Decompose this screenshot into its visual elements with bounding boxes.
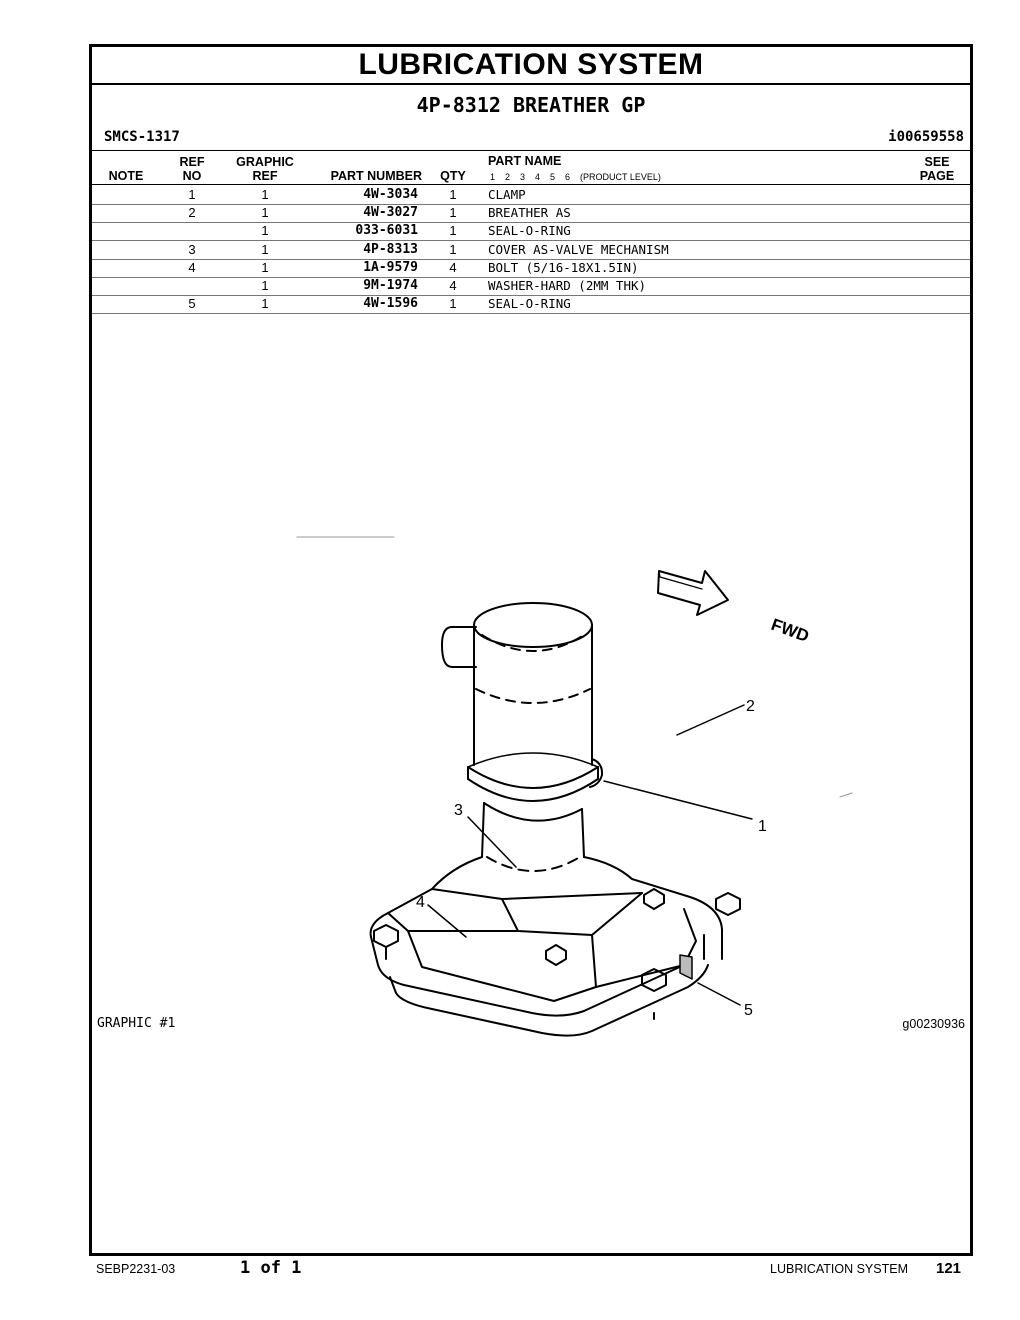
part-name: BREATHER AS [488,205,571,221]
part-name: SEAL-O-RING [488,296,571,312]
bolt-icon [644,889,664,909]
group-title: 4P-8312 BREATHER GP [416,93,646,117]
fwd-label: FWD [768,614,812,647]
table-row [92,259,970,278]
part-number: 4W-1596 [363,296,418,312]
table-header-divider [92,184,970,185]
col-see-top: SEE [924,155,950,169]
part-number: 9M-1974 [363,278,418,293]
table-row [92,186,970,205]
table-row [92,222,970,241]
graphic-ref: 1 [261,296,269,312]
qty: 1 [449,296,457,312]
col-note: NOTE [108,169,144,183]
callout-3: 3 [454,802,463,819]
page-frame [89,44,973,1256]
info-id: i00659558 [888,129,964,145]
part-name: COVER AS-VALVE MECHANISM [488,241,669,257]
callout-5: 5 [744,1002,753,1019]
ref-no: 5 [188,296,196,312]
col-ref-bottom: NO [182,169,202,183]
graphic-ref: 1 [261,205,269,221]
col-qty: QTY [440,169,466,183]
table-row [92,295,970,314]
ref-no: 4 [188,259,196,275]
bolt-icon [716,893,740,915]
part-name: CLAMP [488,187,526,202]
part-number: 4W-3027 [363,205,418,221]
col-product-level: 1 2 3 4 5 6 (PRODUCT LEVEL) [490,172,661,182]
qty: 4 [449,259,457,275]
title-bar [92,47,970,85]
part-number: 4W-3034 [363,187,418,202]
graphic-ref: 1 [261,187,269,202]
header-divider [92,150,970,151]
fwd-arrow-icon [658,571,728,615]
col-ref-top: REF [179,155,205,169]
footer-page-of: 1 of 1 [240,1258,302,1278]
graphic-ref: 1 [261,223,269,239]
qty: 1 [449,205,457,221]
part-number: 4P-8313 [363,241,418,257]
part-name: WASHER-HARD (2MM THK) [488,278,647,293]
col-see-bottom: PAGE [919,169,955,183]
bolt-icon [546,945,566,965]
graphic-id: g00230936 [902,1017,965,1031]
graphic-ref: 1 [261,259,269,275]
footer-page-number: 121 [936,1260,962,1277]
graphic-label: GRAPHIC #1 [97,1016,176,1031]
part-name: BOLT (5/16-18X1.5IN) [488,259,639,275]
breather-illustration [292,527,892,1047]
callout-2: 2 [746,698,755,715]
part-number: 1A-9579 [363,259,418,275]
page-title: LUBRICATION SYSTEM [358,48,704,81]
qty: 1 [449,187,457,202]
callout-4: 4 [416,894,425,911]
footer-doc-number: SEBP2231-03 [96,1262,176,1276]
part-number: 033-6031 [355,223,418,239]
ref-no: 1 [188,187,196,202]
part-name: SEAL-O-RING [488,223,571,239]
table-row [92,277,970,296]
graphic-ref: 1 [261,278,269,293]
qty: 1 [449,241,457,257]
col-part-name: PART NAME [488,154,562,168]
callout-1: 1 [758,818,767,835]
smcs-code: SMCS-1317 [104,129,180,145]
graphic-ref: 1 [261,241,269,257]
qty: 1 [449,223,457,239]
ref-no: 2 [188,205,196,221]
col-graphic-top: GRAPHIC [236,155,294,169]
footer-section: LUBRICATION SYSTEM [770,1262,908,1276]
bolt-icon [374,925,398,959]
col-graphic-bottom: REF [252,169,278,183]
ref-no: 3 [188,241,196,257]
table-row [92,241,970,260]
table-row [92,204,970,223]
col-part-number: PART NUMBER [330,169,422,183]
qty: 4 [449,278,457,293]
